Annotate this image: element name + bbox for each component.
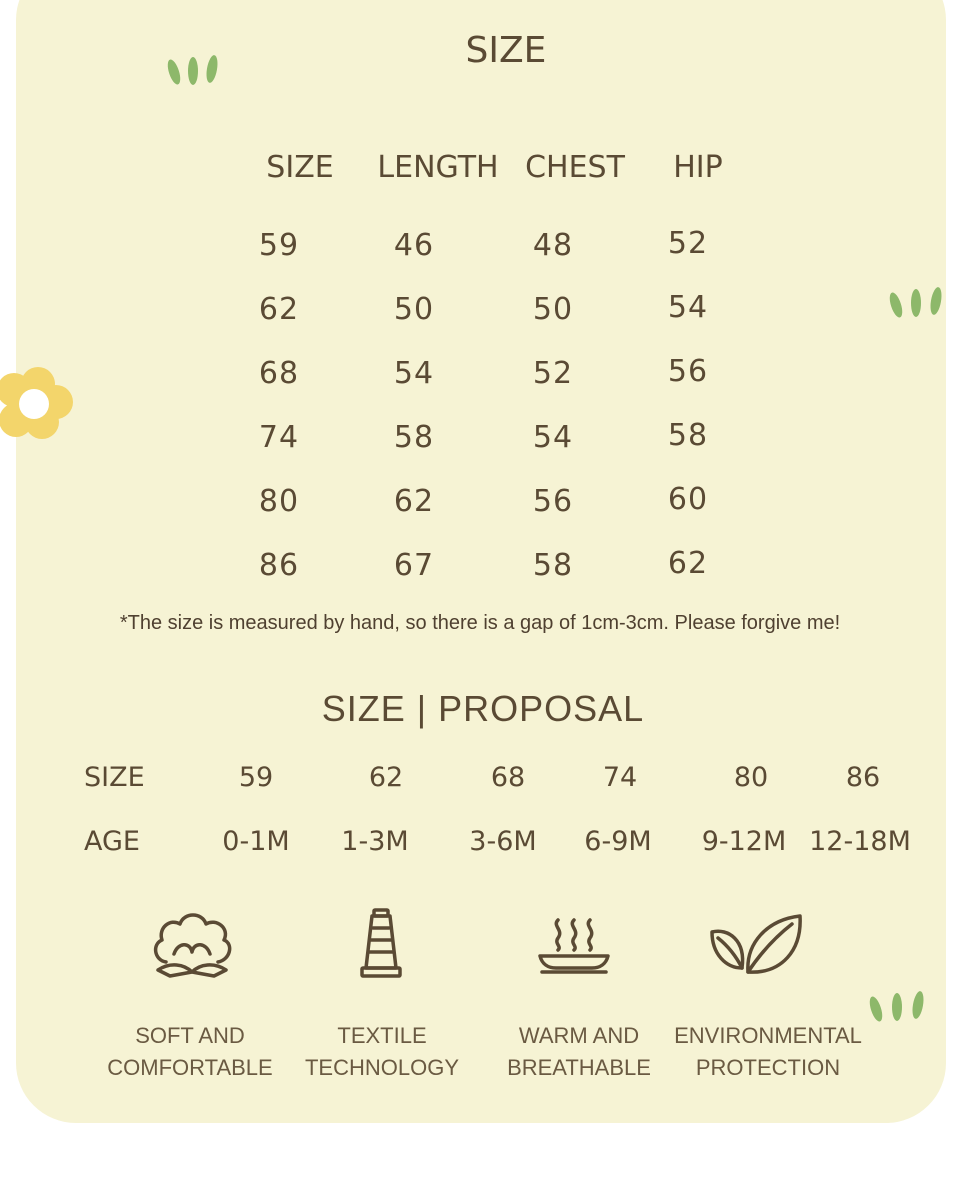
steam-icon [536,914,612,976]
proposal-age-cell: 1-3M [341,826,409,857]
table-cell: 46 [393,228,435,263]
feature-label-soft: SOFT AND COMFORTABLE [107,1023,273,1080]
proposal-size-cell: 86 [845,762,881,793]
proposal-size-cell: 80 [733,762,769,793]
table-cell: 52 [667,226,709,261]
table-cell: 67 [393,548,435,583]
table-cell: 62 [667,546,709,581]
proposal-age-cell: 6-9M [584,826,652,857]
proposal-age-cell: 0-1M [222,826,290,857]
table-cell: 59 [258,228,300,263]
proposal-age-cell: 9-12M [701,826,787,857]
table-cell: 62 [258,292,300,327]
table-header-chest: CHEST [525,150,625,185]
table-cell: 56 [532,484,574,519]
table-cell: 50 [532,292,574,327]
feature-label-environmental: ENVIRONMENTAL PROTECTION [674,1023,862,1080]
leaves-icon [708,910,806,980]
proposal-size-label: SIZE [84,762,145,793]
cotton-icon [150,906,234,980]
table-header-size: SIZE [266,150,334,185]
table-cell: 80 [258,484,300,519]
table-header-length: LENGTH [377,150,499,185]
thread-spool-icon [356,906,406,980]
proposal-size-cell: 68 [490,762,526,793]
feature-label-textile: TEXTILE TECHNOLOGY [304,1023,460,1080]
table-cell: 50 [393,292,435,327]
measurement-note: *The size is measured by hand, so there is a gap of 1cm-3cm. Please forgive me! [119,612,841,634]
table-cell: 54 [532,420,574,455]
table-cell: 56 [667,354,709,389]
grass-decoration-icon [886,284,946,328]
proposal-title: SIZE | PROPOSAL [321,688,645,729]
table-cell: 54 [667,290,709,325]
table-cell: 60 [667,482,709,517]
proposal-age-label: AGE [84,826,140,857]
proposal-size-cell: 74 [602,762,638,793]
page-title: SIZE [465,30,547,71]
feature-label-warm: WARM AND BREATHABLE [507,1023,651,1080]
proposal-size-cell: 62 [368,762,404,793]
table-cell: 52 [532,356,574,391]
table-cell: 58 [532,548,574,583]
table-cell: 74 [258,420,300,455]
table-cell: 54 [393,356,435,391]
flower-decoration-icon [0,364,74,448]
table-header-hip: HIP [673,150,723,185]
table-cell: 86 [258,548,300,583]
table-cell: 62 [393,484,435,519]
proposal-age-cell: 3-6M [469,826,537,857]
proposal-age-cell: 12-18M [809,826,911,857]
proposal-size-cell: 59 [238,762,274,793]
table-cell: 58 [667,418,709,453]
table-cell: 48 [532,228,574,263]
table-cell: 58 [393,420,435,455]
table-cell: 68 [258,356,300,391]
